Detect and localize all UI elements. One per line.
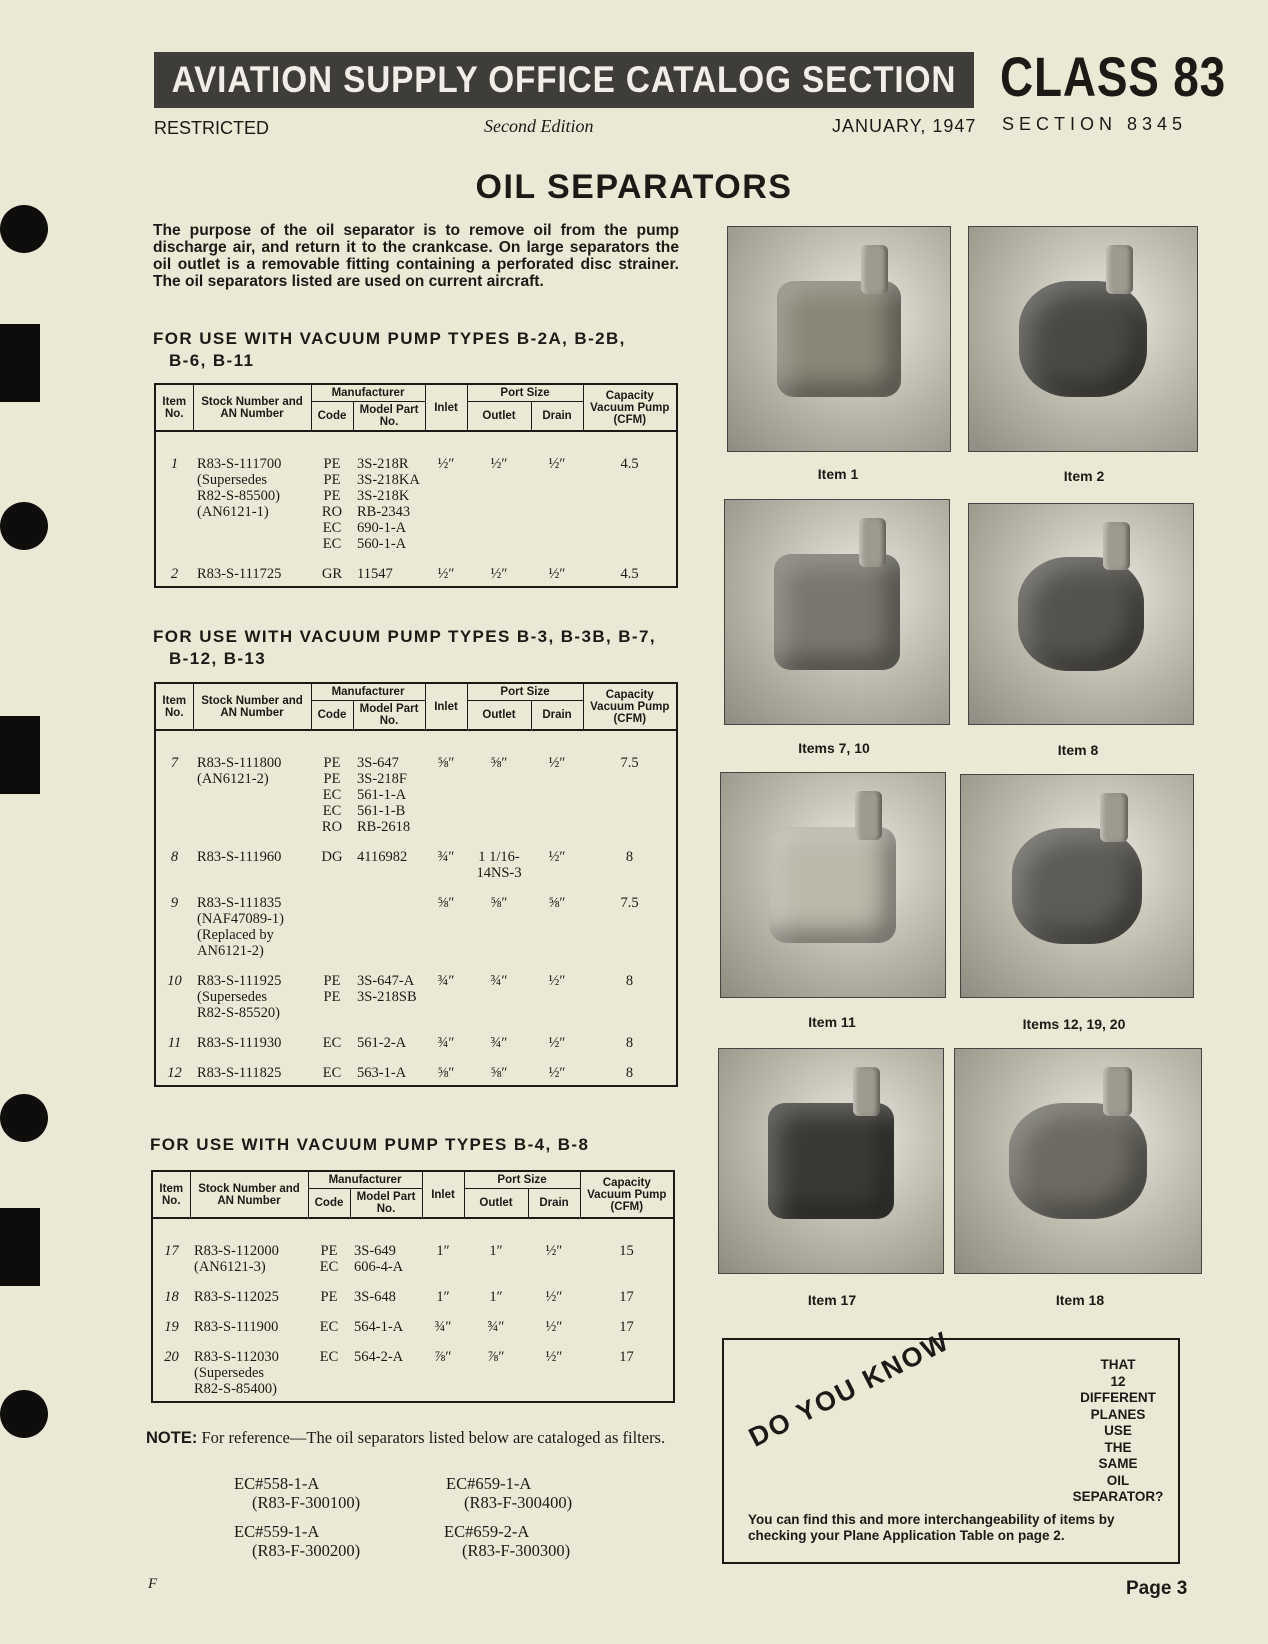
outlet-size: ¾″ (487, 1319, 505, 1335)
inlet-size: ⅝″ (437, 1065, 455, 1081)
code-cell (311, 1051, 353, 1086)
callout-title: DO YOU KNOW (744, 1325, 955, 1453)
stock-number: R83-S-111700 (197, 456, 282, 472)
capacity-cfm: 8 (625, 1035, 634, 1051)
port-fitting (859, 518, 886, 567)
manufacturer-code: GR (321, 566, 343, 582)
question-line: 12 (1110, 1373, 1126, 1389)
stock-number-cell (190, 1335, 308, 1402)
separator-body (1018, 557, 1143, 671)
capacity-cfm: 7.5 (620, 755, 639, 771)
stock-number: R83-S-112025 (194, 1289, 279, 1305)
drain-size: ½″ (548, 849, 566, 865)
col-port-size-header: Port Size (467, 683, 583, 701)
question-line: DIFFERENT (1080, 1390, 1156, 1405)
binder-tab (0, 1208, 40, 1286)
col-stock-header: Stock Number and AN Number (193, 384, 311, 431)
manufacturer-code: EC (319, 1259, 339, 1275)
col-model-header: Model Part No. (350, 1189, 422, 1219)
spec-table (151, 1170, 675, 1403)
product-photo (718, 1048, 944, 1274)
manufacturer-code: EC (322, 803, 342, 819)
product-photo (727, 226, 951, 452)
model-part-number: 561-1-B (357, 803, 406, 819)
separator-body (1012, 828, 1142, 943)
col-manufacturer-header: Manufacturer (311, 384, 425, 402)
col-inlet-header: Inlet (422, 1171, 464, 1218)
question-line: THE (1104, 1439, 1132, 1455)
model-cell (353, 730, 425, 835)
capacity-cfm: 17 (619, 1349, 634, 1365)
stock-number: (AN6121-3) (194, 1259, 266, 1275)
inlet-size: ¾″ (434, 1319, 452, 1335)
capacity-cfm: 8 (625, 973, 634, 989)
port-fitting (855, 791, 882, 840)
manufacturer-code: PE (323, 973, 341, 989)
stock-number-cell (193, 431, 311, 552)
table-row (155, 431, 677, 552)
capacity-cfm: 17 (619, 1289, 634, 1305)
model-part-number: 4116982 (357, 849, 408, 865)
manufacturer-code: RO (321, 504, 343, 520)
model-part-number: 3S-218R (357, 456, 409, 472)
model-cell (350, 1305, 422, 1335)
photo-caption: Item 1 (817, 466, 859, 482)
code-cell (311, 730, 353, 835)
item-number: 12 (167, 1065, 182, 1081)
separator-body (1009, 1103, 1147, 1219)
question-line: USE (1104, 1423, 1132, 1438)
manufacturer-code: PE (323, 488, 341, 504)
item-number: 10 (167, 973, 182, 989)
product-photo (968, 226, 1198, 452)
separator-body (774, 554, 899, 670)
col-drain-header: Drain (531, 402, 583, 432)
outlet-size: ⅝″ (490, 755, 508, 771)
inlet-size: 1″ (436, 1289, 450, 1305)
inlet-size: ½″ (437, 456, 455, 472)
col-code-header: Code (311, 701, 353, 731)
model-cell (353, 1051, 425, 1086)
port-fitting (1103, 522, 1130, 570)
capacity-cfm: 8 (625, 849, 634, 865)
manufacturer-code: PE (320, 1289, 338, 1305)
outlet-cell (467, 1021, 531, 1051)
manufacturer-code: PE (323, 771, 341, 787)
outlet-cell (467, 835, 531, 881)
model-cell (350, 1218, 422, 1275)
table-row (155, 835, 677, 881)
model-part-number: 3S-647 (357, 755, 399, 771)
col-outlet-header: Outlet (467, 701, 531, 731)
drain-size: ½″ (548, 456, 566, 472)
product-photo (724, 499, 950, 725)
capacity-cfm: 4.5 (620, 566, 639, 582)
question-line: SAME (1098, 1456, 1138, 1471)
code-cell (311, 431, 353, 552)
stock-number: R82-S-85520) (197, 1005, 280, 1021)
outlet-cell (467, 552, 531, 587)
manufacturer-code: EC (322, 1035, 342, 1051)
restricted-mark: RESTRICTED (154, 118, 270, 138)
question-line: SEPARATOR? (1072, 1489, 1164, 1504)
item-number: 11 (167, 1035, 182, 1051)
port-fitting (1100, 793, 1128, 842)
outlet-cell (467, 431, 531, 552)
stock-number: (Replaced by (197, 927, 274, 943)
stock-number: R83-S-111825 (197, 1065, 282, 1081)
stock-number-cell (193, 835, 311, 881)
model-part-number: 3S-649 (354, 1243, 396, 1259)
stock-number: R83-S-111960 (197, 849, 282, 865)
separator-body (768, 1103, 893, 1219)
manufacturer-code: EC (322, 787, 342, 803)
col-inlet-header: Inlet (425, 384, 467, 431)
stock-number-cell (190, 1275, 308, 1305)
photo-caption: Item 11 (808, 1014, 856, 1030)
filter-reference: EC#558-1-A (R83-F-300100) (234, 1474, 361, 1512)
col-stock-header: Stock Number and AN Number (193, 683, 311, 730)
outlet-size: 1″ (489, 1243, 503, 1259)
outlet-size: ⅞″ (487, 1349, 505, 1365)
note: NOTE: For reference—The oil separators listed below are cataloged as filters. (146, 1428, 666, 1447)
manufacturer-code: PE (323, 456, 341, 472)
item-number: 17 (164, 1243, 179, 1259)
product-photo (954, 1048, 1202, 1274)
stock-number-cell (193, 959, 311, 1021)
drain-size: ½″ (545, 1243, 563, 1259)
stock-number: R83-S-111900 (194, 1319, 279, 1335)
drain-size: ½″ (545, 1319, 563, 1335)
photo-caption: Item 2 (1063, 468, 1105, 484)
col-manufacturer-header: Manufacturer (311, 683, 425, 701)
capacity-cfm: 4.5 (620, 456, 639, 472)
callout-question (1064, 1357, 1172, 1506)
stock-number-cell (190, 1218, 308, 1275)
table-row (155, 881, 677, 959)
model-part-number: 606-4-A (354, 1259, 404, 1275)
model-part-number: RB-2618 (357, 819, 411, 835)
col-outlet-header: Outlet (464, 1189, 528, 1219)
photo-caption: Item 8 (1057, 742, 1099, 758)
footer-mark: F (148, 1576, 158, 1592)
col-drain-header: Drain (531, 701, 583, 731)
manufacturer-code: EC (322, 520, 342, 536)
stock-number: R83-S-111925 (197, 973, 282, 989)
drain-size: ½″ (548, 1035, 566, 1051)
stock-number: R83-S-111725 (197, 566, 282, 582)
drain-size: ⅝″ (548, 895, 566, 911)
model-cell (353, 431, 425, 552)
outlet-cell (464, 1335, 528, 1402)
manufacturer-code: DG (321, 849, 343, 865)
stock-number: (NAF47089-1) (197, 911, 284, 927)
binder-hole (0, 205, 48, 253)
manufacturer-code: EC (322, 1065, 342, 1081)
inlet-size: ⅞″ (434, 1349, 452, 1365)
photo-caption: Item 17 (807, 1292, 857, 1308)
col-code-header: Code (308, 1189, 350, 1219)
port-fitting (1106, 245, 1133, 294)
model-cell (350, 1335, 422, 1402)
col-manufacturer-header: Manufacturer (308, 1171, 422, 1189)
item-number: 2 (170, 566, 179, 582)
item-number: 20 (164, 1349, 179, 1365)
product-photo (960, 774, 1194, 998)
class-number: CLASS 83 (1000, 45, 1227, 108)
binder-tab (0, 716, 40, 794)
model-part-number: 3S-218SB (357, 989, 417, 1005)
inlet-size: 1″ (436, 1243, 450, 1259)
stock-number: R83-S-112000 (194, 1243, 279, 1259)
intro-paragraph: The purpose of the oil separator is to remove oil from the pump discharge air, and return it to the crankcase. On large separators the oil outlet is a removable fitting containing a perforated disc strainer. The oil separators listed are used on current aircraft. (153, 222, 679, 290)
capacity-cfm: 17 (619, 1319, 634, 1335)
col-outlet-header: Outlet (467, 402, 531, 432)
photo-caption: Item 18 (1055, 1292, 1105, 1308)
model-cell (353, 552, 425, 587)
outlet-size: 14NS-3 (476, 865, 522, 881)
question-line: THAT (1100, 1357, 1136, 1372)
col-port-size-header: Port Size (467, 384, 583, 402)
edition: Second Edition (484, 116, 594, 136)
col-stock-header: Stock Number and AN Number (190, 1171, 308, 1218)
code-cell (308, 1305, 350, 1335)
model-cell (353, 835, 425, 881)
item-number: 7 (170, 755, 179, 771)
inlet-size: ⅝″ (437, 895, 455, 911)
capacity-cfm: 15 (619, 1243, 634, 1259)
stock-number: R83-S-111835 (197, 895, 282, 911)
section-heading: FOR USE WITH VACUUM PUMP TYPES B-3, B-3B, B-7, B-12, B-13 (153, 627, 656, 668)
outlet-size: 1″ (489, 1289, 503, 1305)
photo-caption: Items 12, 19, 20 (1022, 1016, 1126, 1032)
port-fitting (861, 245, 888, 294)
col-inlet-header: Inlet (425, 683, 467, 730)
table-row (155, 1051, 677, 1086)
drain-size: ½″ (548, 1065, 566, 1081)
stock-number-cell (193, 730, 311, 835)
drain-size: ½″ (548, 973, 566, 989)
col-drain-header: Drain (528, 1189, 580, 1219)
inlet-size: ¾″ (437, 849, 455, 865)
port-fitting (853, 1067, 880, 1116)
code-cell (311, 881, 353, 959)
drain-size: ½″ (548, 566, 566, 582)
drain-size: ½″ (545, 1349, 563, 1365)
model-cell (353, 1021, 425, 1051)
model-part-number: 11547 (357, 566, 393, 582)
col-item-header: Item No. (155, 384, 193, 431)
binder-hole (0, 1094, 48, 1142)
stock-number: (Supersedes (197, 472, 268, 488)
product-photo (968, 503, 1194, 725)
manufacturer-code: PE (323, 472, 341, 488)
outlet-size: ¾″ (490, 973, 508, 989)
separator-body (777, 281, 901, 397)
stock-number: AN6121-2) (197, 943, 264, 959)
table-row (155, 1021, 677, 1051)
inlet-size: ¾″ (437, 1035, 455, 1051)
outlet-size: ½″ (490, 456, 508, 472)
model-part-number: 564-2-A (354, 1349, 404, 1365)
stock-number: (AN6121-2) (197, 771, 269, 787)
stock-number-cell (193, 552, 311, 587)
page-title: OIL SEPARATORS (475, 168, 793, 206)
stock-number: R83-S-112030 (194, 1349, 279, 1365)
item-number: 8 (170, 849, 179, 865)
table-row (152, 1218, 674, 1275)
stock-number: (Supersedes (197, 989, 268, 1005)
outlet-cell (464, 1275, 528, 1305)
inlet-size: ½″ (437, 566, 455, 582)
model-part-number: 3S-218KA (357, 472, 420, 488)
outlet-size: ½″ (490, 566, 508, 582)
section-heading: FOR USE WITH VACUUM PUMP TYPES B-4, B-8 (150, 1135, 590, 1154)
code-cell (308, 1275, 350, 1305)
stock-number-cell (190, 1305, 308, 1335)
filter-reference: EC#559-1-A (R83-F-300200) (234, 1522, 361, 1560)
model-part-number: 3S-648 (354, 1289, 396, 1305)
stock-number-cell (193, 1051, 311, 1086)
outlet-cell (467, 959, 531, 1021)
binder-tab (0, 324, 40, 402)
binder-hole (0, 1390, 48, 1438)
outlet-cell (467, 1051, 531, 1086)
stock-number: R82-S-85500) (197, 488, 280, 504)
col-capacity-header: Capacity Vacuum Pump (CFM) (583, 384, 677, 431)
col-code-header: Code (311, 402, 353, 432)
product-photo (720, 772, 946, 998)
model-part-number: 561-2-A (357, 1035, 407, 1051)
model-part-number: 561-1-A (357, 787, 407, 803)
code-cell (308, 1218, 350, 1275)
table-row (155, 552, 677, 587)
stock-number: R82-S-85400) (194, 1381, 277, 1397)
outlet-size: ¾″ (490, 1035, 508, 1051)
capacity-cfm: 7.5 (620, 895, 639, 911)
stock-number: R83-S-111800 (197, 755, 282, 771)
date: JANUARY, 1947 (832, 116, 977, 136)
separator-body (1019, 281, 1147, 397)
item-number: 9 (170, 895, 179, 911)
col-capacity-header: Capacity Vacuum Pump (CFM) (583, 683, 677, 730)
code-cell (311, 552, 353, 587)
do-you-know-box (722, 1325, 1180, 1564)
section-heading: FOR USE WITH VACUUM PUMP TYPES B-2A, B-2B, B-6, B-11 (153, 329, 626, 370)
table-row (155, 959, 677, 1021)
col-item-header: Item No. (155, 683, 193, 730)
separator-body (770, 827, 895, 943)
code-cell (311, 959, 353, 1021)
manufacturer-code: EC (319, 1349, 339, 1365)
col-model-header: Model Part No. (353, 701, 425, 731)
outlet-size: ⅝″ (490, 895, 508, 911)
inlet-size: ⅝″ (437, 755, 455, 771)
manufacturer-code: PE (323, 989, 341, 1005)
model-part-number: 560-1-A (357, 536, 407, 552)
model-part-number: 3S-218K (357, 488, 410, 504)
manufacturer-code: PE (320, 1243, 338, 1259)
port-fitting (1103, 1067, 1133, 1116)
stock-number: (Supersedes (194, 1365, 265, 1381)
manufacturer-code: EC (319, 1319, 339, 1335)
table-row (152, 1305, 674, 1335)
catalog-banner: AVIATION SUPPLY OFFICE CATALOG SECTION (154, 52, 974, 108)
table-row (155, 730, 677, 835)
outlet-size: 1 1/16- (478, 849, 520, 865)
col-port-size-header: Port Size (464, 1171, 580, 1189)
drain-size: ½″ (548, 755, 566, 771)
model-part-number: 563-1-A (357, 1065, 407, 1081)
code-cell (308, 1335, 350, 1402)
outlet-cell (467, 881, 531, 959)
table-row (152, 1275, 674, 1305)
filter-reference: EC#659-2-A (R83-F-300300) (444, 1522, 571, 1560)
model-part-number: 3S-647-A (357, 973, 415, 989)
model-cell (350, 1275, 422, 1305)
col-item-header: Item No. (152, 1171, 190, 1218)
col-capacity-header: Capacity Vacuum Pump (CFM) (580, 1171, 674, 1218)
page-number: Page 3 (1126, 1578, 1188, 1599)
callout-body: You can find this and more interchangeability of items by checking your Plane Application Table on page 2. (748, 1512, 1115, 1543)
col-model-header: Model Part No. (353, 402, 425, 432)
code-cell (311, 1021, 353, 1051)
manufacturer-code: PE (323, 755, 341, 771)
question-line: OIL (1106, 1472, 1130, 1488)
item-number: 19 (164, 1319, 179, 1335)
model-part-number: 690-1-A (357, 520, 407, 536)
table-row (152, 1335, 674, 1402)
drain-size: ½″ (545, 1289, 563, 1305)
filter-reference: EC#659-1-A (R83-F-300400) (446, 1474, 573, 1512)
manufacturer-code: EC (322, 536, 342, 552)
binder-hole (0, 502, 48, 550)
model-part-number: 564-1-A (354, 1319, 404, 1335)
inlet-size: ¾″ (437, 973, 455, 989)
model-cell (353, 881, 425, 959)
photo-caption: Items 7, 10 (798, 740, 870, 756)
spec-table (154, 682, 678, 1087)
outlet-cell (467, 730, 531, 835)
outlet-cell (464, 1305, 528, 1335)
code-cell (311, 835, 353, 881)
spec-table (154, 383, 678, 588)
outlet-size: ⅝″ (490, 1065, 508, 1081)
question-line: PLANES (1090, 1406, 1146, 1422)
stock-number-cell (193, 881, 311, 959)
stock-number-cell (193, 1021, 311, 1051)
stock-number: (AN6121-1) (197, 504, 269, 520)
item-number: 18 (164, 1289, 179, 1305)
manufacturer-code: RO (321, 819, 343, 835)
model-cell (353, 959, 425, 1021)
model-part-number: 3S-218F (357, 771, 407, 787)
capacity-cfm: 8 (625, 1065, 634, 1081)
section-number: SECTION 8345 (1002, 114, 1188, 134)
model-part-number: RB-2343 (357, 504, 411, 520)
item-number: 1 (170, 456, 179, 472)
outlet-cell (464, 1218, 528, 1275)
stock-number: R83-S-111930 (197, 1035, 282, 1051)
